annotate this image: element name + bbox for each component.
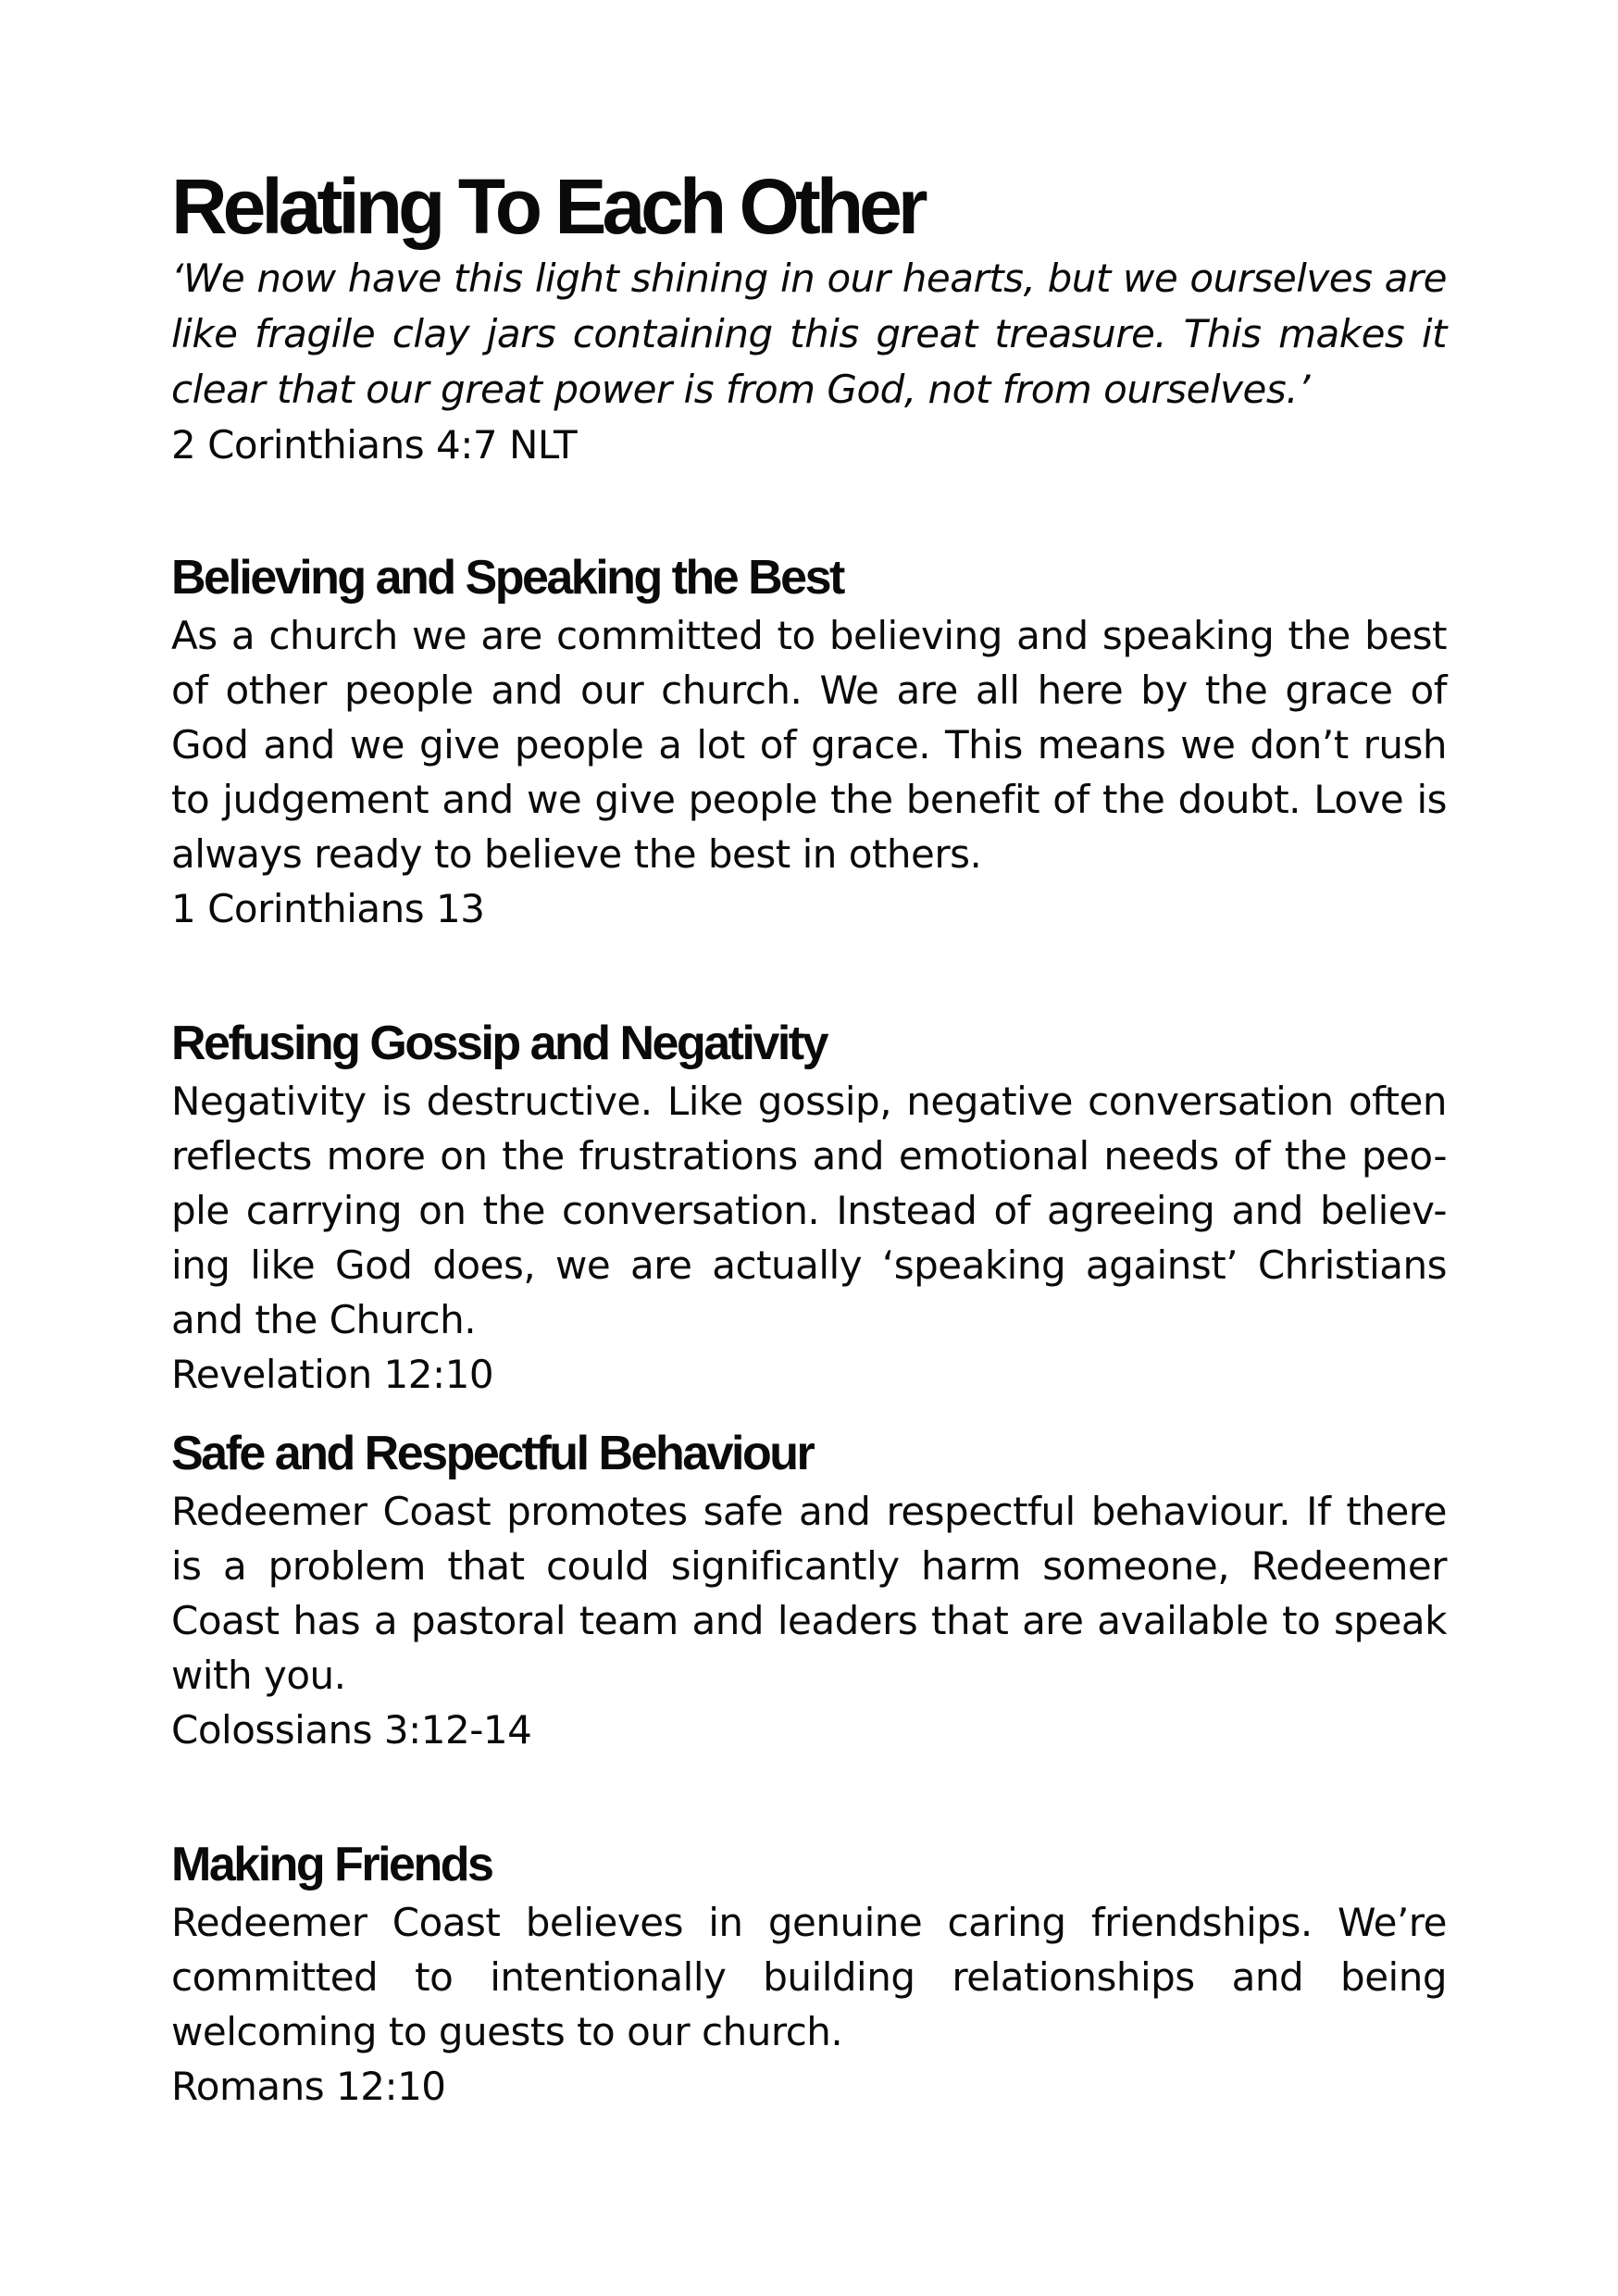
section-heading: Making Friends [171,1838,492,1891]
intro-quote: ‘We now have this light shining in our hearts, but we ourselves are like fragile clay jars containing this great treasure. This makes it clear that our great power is from God, not from ourselves.’ [171,256,1447,412]
page-title: Relating To Each Other [171,163,924,250]
section-reference: Colossians 3:12-14 [171,1707,532,1753]
section-believing-speaking-best [171,547,1447,937]
section-safe-respectful [171,1423,1447,1758]
section-body: Redeemer Coast believes in genuine caring friendships. We’re committed to intentionally building relationships and being welcoming to guests to our church. [171,1900,1447,2054]
section-making-friends [171,1834,1447,2115]
section-body: Negativity is destructive. Like gossip, negative conversation often reflects more on the frustrations and emotional needs of the peo-ple carrying on the conversation. Instead of agreeing and believ-ing like God does, we are actually ‘speaking against’ Christians and the Church. [171,1079,1447,1342]
section-reference: Romans 12:10 [171,2064,446,2109]
section-heading: Safe and Respectful Behaviour [171,1427,814,1480]
section-body: As a church we are committed to believing and speaking the best of other people and our church. We are all here by the grace of God and we give people a lot of grace. This means we don’t rush to judgement and we give people the benefit of the doubt. Love is always ready to believe the best in others. [171,613,1447,877]
section-body: Redeemer Coast promotes safe and respectful behaviour. If there is a problem that could significantly harm someone, Redeemer Coast has a pastoral team and leaders that are available to speak with you. [171,1489,1447,1698]
section-reference: Revelation 12:10 [171,1352,494,1397]
section-heading: Believing and Speaking the Best [171,551,843,605]
section-refusing-gossip [171,1013,1447,1403]
intro-reference: 2 Corinthians 4:7 NLT [171,422,578,468]
document-page [171,162,1447,2115]
section-reference: 1 Corinthians 13 [171,886,485,931]
section-heading: Refusing Gossip and Negativity [171,1017,828,1070]
